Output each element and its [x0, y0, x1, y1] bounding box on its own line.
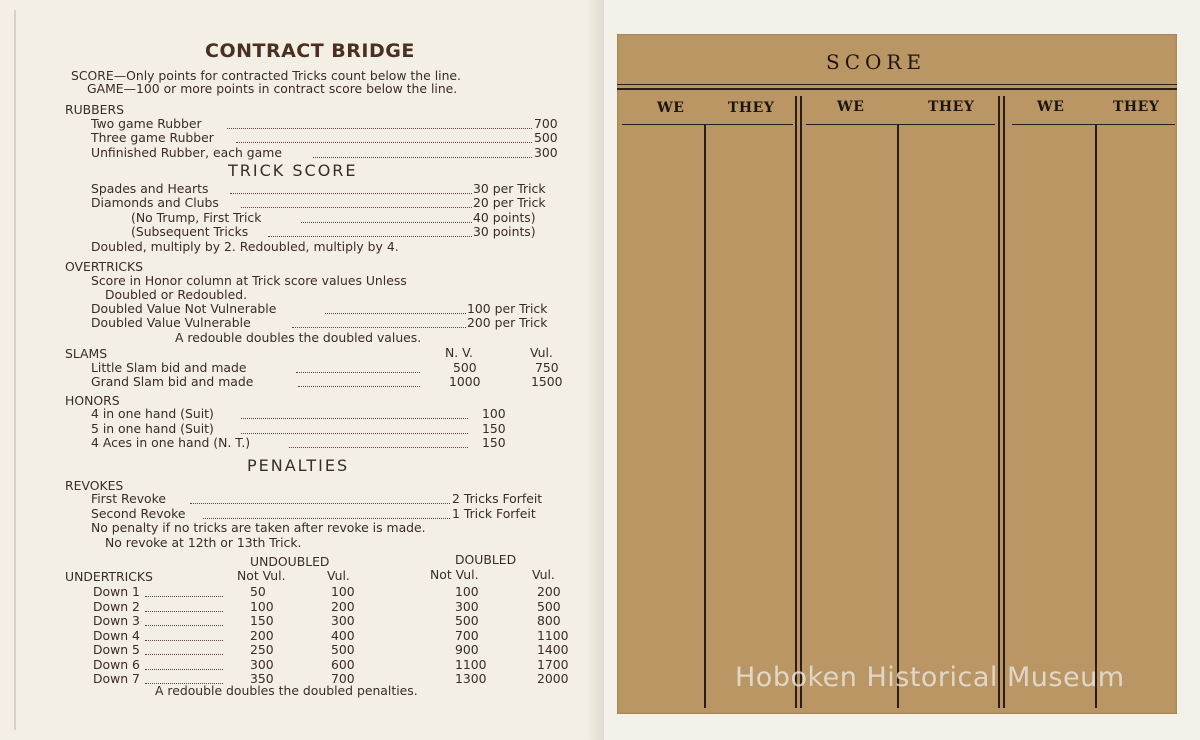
undertrick-cell: 200: [250, 628, 274, 643]
trick-row-value: 30 points): [473, 224, 536, 239]
page-title: CONTRACT BRIDGE: [205, 40, 415, 62]
leader-dots: [145, 669, 223, 670]
trick-score-heading: TRICK SCORE: [228, 161, 358, 180]
col-not-vul: Not Vul.: [237, 568, 286, 583]
undertrick-cell: 500: [537, 599, 561, 614]
undertrick-cell: 400: [331, 628, 355, 643]
rubber-row-value: 300: [534, 145, 558, 160]
trick-row-value: 40 points): [473, 210, 536, 225]
leader-dots: [289, 447, 468, 448]
undertrick-cell: 100: [250, 599, 274, 614]
overtricks-heading: OVERTRICKS: [65, 259, 144, 274]
slam-row-vul: 1500: [531, 374, 563, 389]
section-divider: [795, 96, 797, 708]
leader-dots: [227, 128, 532, 129]
undertrick-cell: 1400: [537, 642, 569, 657]
col-not-vul: Not Vul.: [430, 567, 479, 582]
undertrick-cell: 2000: [537, 671, 569, 686]
revoke-note: No penalty if no tricks are taken after revoke is made.: [91, 520, 426, 535]
undertrick-row-label: Down 4: [93, 628, 140, 643]
trick-row-value: 20 per Trick: [473, 195, 546, 210]
leader-dots: [236, 142, 532, 143]
leader-dots: [145, 625, 223, 626]
undoubled-heading: UNDOUBLED: [250, 554, 330, 569]
honor-row-label: 4 in one hand (Suit): [91, 406, 214, 421]
section-divider: [1003, 96, 1005, 708]
undertricks-note: A redouble doubles the doubled penalties.: [155, 683, 418, 698]
they-heading: THEY: [728, 100, 775, 116]
undertrick-row-label: Down 2: [93, 599, 140, 614]
revoke-row-label: Second Revoke: [91, 506, 186, 521]
slams-col-nv: N. V.: [445, 345, 473, 360]
overtricks-text: Score in Honor column at Trick score values Unless: [91, 273, 407, 288]
undertrick-cell: 1100: [455, 657, 487, 672]
trick-row-label: Spades and Hearts: [91, 181, 209, 196]
rubber-row-label: Two game Rubber: [91, 116, 202, 131]
leader-dots: [241, 433, 468, 434]
doubled-heading: DOUBLED: [455, 552, 517, 567]
header-rule: [617, 84, 1177, 85]
overtricks-row-value: 200 per Trick: [467, 315, 548, 330]
undertrick-cell: 300: [455, 599, 479, 614]
undertrick-cell: 300: [331, 613, 355, 628]
leader-dots: [145, 640, 223, 641]
slam-row-label: Grand Slam bid and made: [91, 374, 254, 389]
section-divider: [998, 96, 1000, 708]
they-heading: THEY: [1113, 99, 1160, 115]
leader-dots: [145, 596, 223, 597]
slams-col-vul: Vul.: [530, 345, 553, 360]
undertrick-cell: 200: [537, 584, 561, 599]
honors-heading: HONORS: [65, 393, 120, 408]
undertrick-cell: 250: [250, 642, 274, 657]
we-heading: WE: [837, 99, 865, 115]
they-heading: THEY: [928, 99, 975, 115]
undertrick-cell: 350: [250, 671, 274, 686]
score-title: SCORE: [826, 50, 927, 74]
trick-row-value: 30 per Trick: [473, 181, 546, 196]
overtricks-row-label: Doubled Value Vulnerable: [91, 315, 251, 330]
slam-row-nv: 1000: [449, 374, 481, 389]
leader-dots: [145, 611, 223, 612]
undertrick-cell: 700: [455, 628, 479, 643]
intro-game: GAME—100 or more points in contract score below the line.: [87, 81, 458, 96]
slam-row-vul: 750: [535, 360, 559, 375]
column-divider: [1095, 125, 1097, 708]
leader-dots: [296, 372, 420, 373]
rubber-row-value: 700: [534, 116, 558, 131]
undertrick-cell: 800: [537, 613, 561, 628]
undertrick-cell: 500: [455, 613, 479, 628]
revoke-row-label: First Revoke: [91, 491, 166, 506]
overtricks-note: A redouble doubles the doubled values.: [175, 330, 422, 345]
section-divider: [800, 96, 802, 708]
rubber-row-label: Unfinished Rubber, each game: [91, 145, 282, 160]
penalties-heading: PENALTIES: [247, 456, 350, 475]
trick-row-label: Diamonds and Clubs: [91, 195, 219, 210]
leader-dots: [313, 157, 532, 158]
header-rule: [622, 124, 793, 125]
trick-row-label: (Subsequent Tricks: [131, 224, 249, 239]
undertrick-cell: 700: [331, 671, 355, 686]
header-rule: [1012, 124, 1175, 125]
slams-heading: SLAMS: [65, 346, 108, 361]
leader-dots: [145, 654, 223, 655]
leader-dots: [241, 418, 468, 419]
col-vul: Vul.: [532, 567, 555, 582]
undertrick-cell: 100: [455, 584, 479, 599]
rubber-row-label: Three game Rubber: [91, 130, 214, 145]
undertrick-row-label: Down 3: [93, 613, 140, 628]
honor-row-value: 150: [482, 435, 506, 450]
leader-dots: [325, 313, 466, 314]
page-edge: [14, 10, 16, 730]
leader-dots: [292, 327, 466, 328]
honor-row-value: 100: [482, 406, 506, 421]
leader-dots: [298, 386, 420, 387]
rubber-row-value: 500: [534, 130, 558, 145]
honor-row-label: 5 in one hand (Suit): [91, 421, 214, 436]
header-rule: [806, 124, 995, 125]
leader-dots: [203, 518, 450, 519]
leader-dots: [268, 236, 472, 237]
undertrick-cell: 300: [250, 657, 274, 672]
overtricks-row-label: Doubled Value Not Vulnerable: [91, 301, 277, 316]
header-rule: [617, 88, 1177, 90]
undertrick-cell: 1100: [537, 628, 569, 643]
undertrick-cell: 200: [331, 599, 355, 614]
slam-row-label: Little Slam bid and made: [91, 360, 247, 375]
undertrick-cell: 150: [250, 613, 274, 628]
column-divider: [704, 125, 706, 708]
trick-note: Doubled, multiply by 2. Redoubled, multiply by 4.: [91, 239, 399, 254]
leader-dots: [301, 222, 472, 223]
column-divider: [897, 125, 899, 708]
we-heading: WE: [1037, 99, 1065, 115]
honor-row-value: 150: [482, 421, 506, 436]
revoke-note: No revoke at 12th or 13th Trick.: [105, 535, 302, 550]
undertricks-heading: UNDERTRICKS: [65, 569, 153, 584]
revoke-row-value: 1 Trick Forfeit: [452, 506, 536, 521]
undertrick-row-label: Down 7: [93, 671, 140, 686]
undertrick-cell: 1300: [455, 671, 487, 686]
we-heading: WE: [657, 100, 685, 116]
overtricks-text: Doubled or Redoubled.: [105, 287, 248, 302]
undertrick-cell: 1700: [537, 657, 569, 672]
leader-dots: [190, 503, 450, 504]
honor-row-label: 4 Aces in one hand (N. T.): [91, 435, 251, 450]
slam-row-nv: 500: [453, 360, 477, 375]
undertrick-cell: 50: [250, 584, 266, 599]
overtricks-row-value: 100 per Trick: [467, 301, 548, 316]
undertrick-cell: 900: [455, 642, 479, 657]
undertrick-row-label: Down 5: [93, 642, 140, 657]
undertrick-cell: 500: [331, 642, 355, 657]
revokes-heading: REVOKES: [65, 478, 124, 493]
rubbers-heading: RUBBERS: [65, 102, 124, 117]
revoke-row-value: 2 Tricks Forfeit: [452, 491, 543, 506]
undertrick-row-label: Down 1: [93, 584, 140, 599]
undertrick-cell: 100: [331, 584, 355, 599]
leader-dots: [230, 193, 472, 194]
undertrick-cell: 600: [331, 657, 355, 672]
intro-score: SCORE—Only points for contracted Tricks count below the line.: [71, 68, 461, 83]
col-vul: Vul.: [327, 568, 350, 583]
leader-dots: [241, 207, 472, 208]
undertrick-row-label: Down 6: [93, 657, 140, 672]
watermark: Hoboken Historical Museum: [735, 662, 1125, 693]
trick-row-label: (No Trump, First Trick: [131, 210, 262, 225]
